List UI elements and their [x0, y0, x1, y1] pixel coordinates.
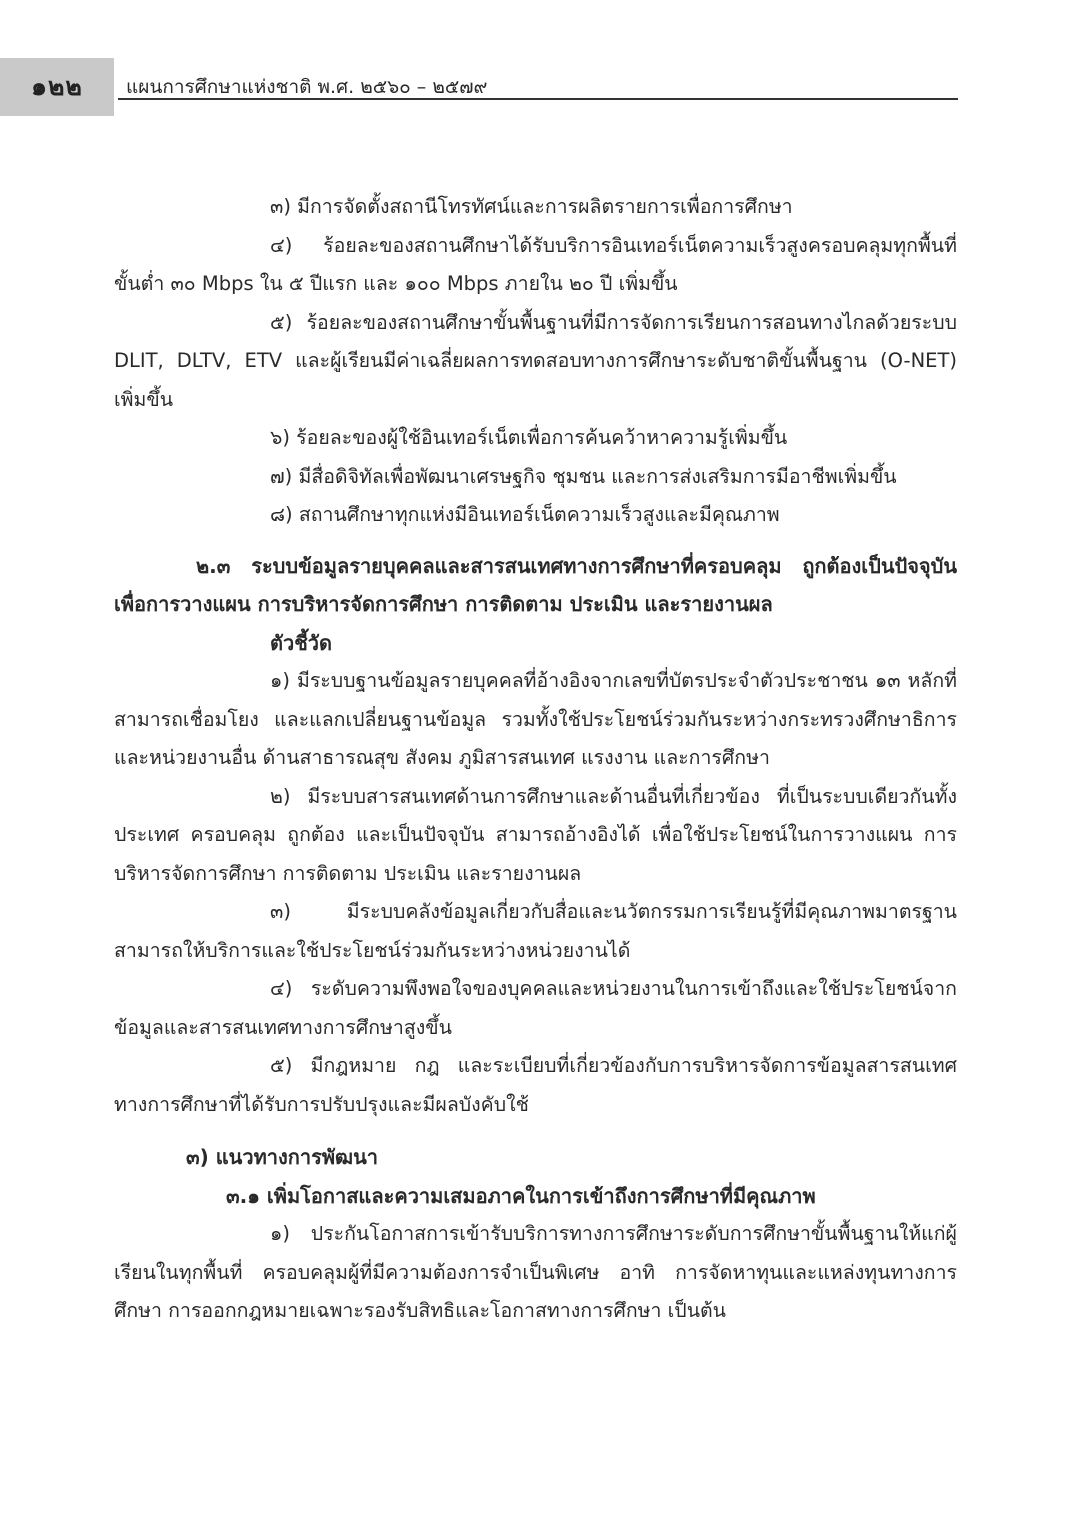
indicator-item-5: ๕) มีกฎหมาย กฎ และระเบียบที่เกี่ยวข้องกับการบริหารจัดการข้อมูลสารสนเทศทางการศึกษาที่ได้รับการปรับปรุงและมีผลบังคับใช้: [114, 1054, 957, 1116]
section-heading-3-1: ๓.๑ เพิ่มโอกาสและความเสมอภาคในการเข้าถึงการศึกษาที่มีคุณภาพ: [226, 1183, 816, 1208]
indicator-item-4: ๔) ระดับความพึงพอใจของบุคคลและหน่วยงานในการเข้าถึงและใช้ประโยชน์จากข้อมูลและสารสนเทศทางการศึกษาสูงขึ้น: [114, 977, 957, 1039]
section-heading-2-3: ๒.๓ ระบบข้อมูลรายบุคคลและสารสนเทศทางการศึกษาที่ครอบคลุม ถูกต้องเป็นปัจจุบัน เพื่อการวางแผน การบริหารจัดการศึกษา การติดตาม ประเมิน และรายงานผล: [114, 553, 957, 616]
indicators-heading: ตัวชี้วัด: [270, 630, 333, 655]
paragraph-item-8: ๘) สถานศึกษาทุกแห่งมีอินเทอร์เน็ตความเร็วสูงและมีคุณภาพ: [270, 503, 780, 526]
page-body: [114, 188, 957, 1331]
header-rule: [118, 98, 958, 100]
running-title: แผนการศึกษาแห่งชาติ พ.ศ. ๒๕๖๐ – ๒๕๗๙: [126, 76, 488, 98]
paragraph-item-7: ๗) มีสื่อดิจิทัลเพื่อพัฒนาเศรษฐกิจ ชุมชน และการส่งเสริมการมีอาชีพเพิ่มขึ้น: [270, 464, 897, 488]
paragraph-item-5: ๕) ร้อยละของสถานศึกษาขั้นพื้นฐานที่มีการจัดการเรียนการสอนทางไกลด้วยระบบ DLIT, DLTV, ETV และผู้เรียนมีค่าเฉลี่ยผลการทดสอบทางการศึกษาระดับชาติขั้นพื้นฐาน (O-NET) เพิ่มขึ้น: [114, 310, 957, 411]
paragraph-item-4: ๔) ร้อยละของสถานศึกษาได้รับบริการอินเทอร์เน็ตความเร็วสูงครอบคลุมทุกพื้นที่ ขั้นต่ำ ๓๐ Mbps ใน ๕ ปีแรก และ ๑๐๐ Mbps ภายใน ๒๐ ปี เพิ่มขึ้น: [114, 233, 957, 295]
indicator-item-3: ๓) มีระบบคลังข้อมูลเกี่ยวกับสื่อและนวัตกรรมการเรียนรู้ที่มีคุณภาพมาตรฐานสามารถให้บริการและใช้ประโยชน์ร่วมกันระหว่างหน่วยงานได้: [114, 900, 957, 962]
paragraph-item-6: ๖) ร้อยละของผู้ใช้อินเทอร์เน็ตเพื่อการค้นคว้าหาความรู้เพิ่มขึ้น: [270, 426, 788, 449]
section-heading-3: ๓) แนวทางการพัฒนา: [186, 1145, 378, 1169]
development-item-1: ๑) ประกันโอกาสการเข้ารับบริการทางการศึกษาระดับการศึกษาขั้นพื้นฐานให้แก่ผู้เรียนในทุกพื้นที่ ครอบคลุมผู้ที่มีความต้องการจำเป็นพิเศษ อาทิ การจัดหาทุนและแหล่งทุนทางการศึกษา การออกกฎหมายเฉพาะรองรับสิทธิและโอกาสทางการศึกษา เป็นต้น: [114, 1222, 957, 1322]
paragraph-item-3: ๓) มีการจัดตั้งสถานีโทรทัศน์และการผลิตรายการเพื่อการศึกษา: [270, 195, 793, 218]
page-header: [0, 58, 1088, 116]
page-number: ๑๒๒: [0, 58, 114, 116]
indicator-item-1: ๑) มีระบบฐานข้อมูลรายบุคคลที่อ้างอิงจากเลขที่บัตรประจำตัวประชาชน ๑๓ หลักที่สามารถเชื่อมโยง และแลกเปลี่ยนฐานข้อมูล รวมทั้งใช้ประโยชน์ร่วมกันระหว่างกระทรวงศึกษาธิการและหน่วยงานอื่น ด้านสาธารณสุข สังคม ภูมิสารสนเทศ แรงงาน และการศึกษา: [114, 669, 957, 769]
indicator-item-2: ๒) มีระบบสารสนเทศด้านการศึกษาและด้านอื่นที่เกี่ยวข้อง ที่เป็นระบบเดียวกันทั้งประเทศ ครอบคลุม ถูกต้อง และเป็นปัจจุบัน สามารถอ้างอิงได้ เพื่อใช้ประโยชน์ในการวางแผน การบริหารจัดการศึกษา การติดตาม ประเมิน และรายงานผล: [114, 784, 957, 885]
